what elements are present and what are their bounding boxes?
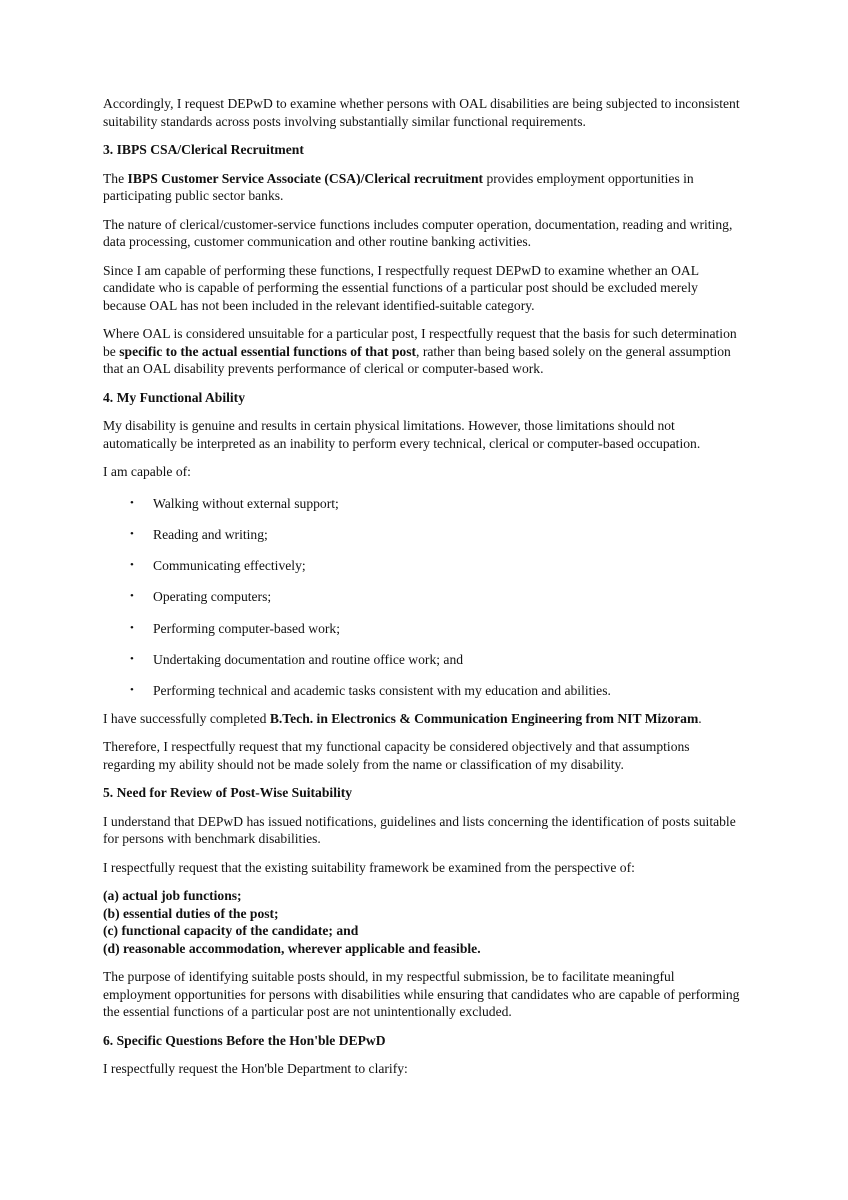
text-run: I have successfully completed <box>103 710 270 726</box>
bullet-icon: • <box>130 621 134 634</box>
list-item-text: Walking without external support; <box>153 495 339 511</box>
section-3-paragraph-2: The nature of clerical/customer-service functions includes computer operation, documentation, reading and writing, data processing, customer communication and other routine banking activities. <box>103 216 733 249</box>
list-item-text: Performing computer-based work; <box>153 620 340 636</box>
section-5-paragraph-3: The purpose of identifying suitable posts should, in my respectful submission, be to facilitate meaningful employment opportunities for persons with disabilities while ensuring that candidates who are capable of performing the essential functions of a particular post are not unintentionally excluded. <box>103 969 740 1020</box>
bold-text-run: B.Tech. in Electronics & Communication Engineering from NIT Mizoram <box>269 710 699 726</box>
section-3-paragraph-1 <box>103 170 743 205</box>
list-item-text: Reading and writing; <box>153 526 268 542</box>
section-4-paragraph-4: Therefore, I respectfully request that my functional capacity be considered objectively and that assumptions regarding my ability should not be made solely from the name or classification of my disability. <box>103 739 690 772</box>
bullet-icon: • <box>130 496 134 509</box>
list-item <box>103 495 743 513</box>
list-item <box>103 526 743 544</box>
perspective-item: (c) functional capacity of the candidate; and <box>103 923 359 939</box>
bullet-icon: • <box>130 527 134 540</box>
list-item <box>103 620 743 638</box>
text-run: Where OAL is considered unsuitable for a particular post, I respectfully request that the basis for such determination be <box>103 326 737 359</box>
section-6-heading: 6. Specific Questions Before the Hon'ble DEPwD <box>103 1032 386 1048</box>
perspective-item: (a) actual job functions; <box>103 888 242 904</box>
list-item-text: Undertaking documentation and routine office work; and <box>153 651 464 667</box>
section-4-heading: 4. My Functional Ability <box>103 389 245 405</box>
text-run: . <box>698 710 702 726</box>
list-item <box>103 588 743 606</box>
list-item-text: Performing technical and academic tasks consistent with my education and abilities. <box>153 683 611 699</box>
section-5-paragraph-2: I respectfully request that the existing suitability framework be examined from the perspective of: <box>103 859 635 875</box>
perspective-item: (b) essential duties of the post; <box>103 905 279 921</box>
bullet-icon: • <box>130 684 134 697</box>
list-item-text: Communicating effectively; <box>153 558 306 574</box>
text-run: provides employment opportunities in participating public sector banks. <box>103 170 694 203</box>
bold-text-run: specific to the actual essential functions of that post <box>119 343 417 359</box>
list-item <box>103 651 743 669</box>
list-item <box>103 557 743 575</box>
text-run: The <box>103 170 128 186</box>
section-5-heading: 5. Need for Review of Post-Wise Suitability <box>103 785 353 801</box>
document-page <box>103 95 743 1089</box>
list-item <box>103 682 743 700</box>
text-run: , rather than being based solely on the general assumption that an OAL disability prevents performance of clerical or computer-based work. <box>103 343 731 376</box>
bullet-icon: • <box>130 590 134 603</box>
section-4-paragraph-1: My disability is genuine and results in certain physical limitations. However, those limitations should not automatically be interpreted as an inability to perform every technical, clerical or computer-based occupation. <box>103 418 701 451</box>
capabilities-list <box>103 495 743 700</box>
bullet-icon: • <box>130 559 134 572</box>
intro-paragraph: Accordingly, I request DEPwD to examine whether persons with OAL disabilities are being subjected to inconsistent suitability standards across posts involving substantially similar functional requirements. <box>103 96 740 129</box>
bullet-icon: • <box>130 652 134 665</box>
section-6-paragraph-1: I respectfully request the Hon'ble Department to clarify: <box>103 1061 408 1077</box>
list-item-text: Operating computers; <box>153 589 272 605</box>
section-4-paragraph-2: I am capable of: <box>103 464 191 479</box>
section-3-paragraph-4 <box>103 325 743 378</box>
bold-text-run: IBPS Customer Service Associate (CSA)/Clerical recruitment <box>127 170 484 186</box>
perspective-item: (d) reasonable accommodation, wherever applicable and feasible. <box>103 940 481 956</box>
section-3-paragraph-3: Since I am capable of performing these functions, I respectfully request DEPwD to examine whether an OAL candidate who is capable of performing the essential functions of a particular post should be excluded merely because OAL has not been included in the relevant identified-suitable category. <box>103 262 699 313</box>
section-5-paragraph-1: I understand that DEPwD has issued notifications, guidelines and lists concerning the identification of posts suitable for persons with benchmark disabilities. <box>103 813 736 847</box>
perspective-list <box>103 887 743 957</box>
section-3-heading: 3. IBPS CSA/Clerical Recruitment <box>103 142 304 157</box>
section-4-paragraph-3 <box>103 710 743 728</box>
